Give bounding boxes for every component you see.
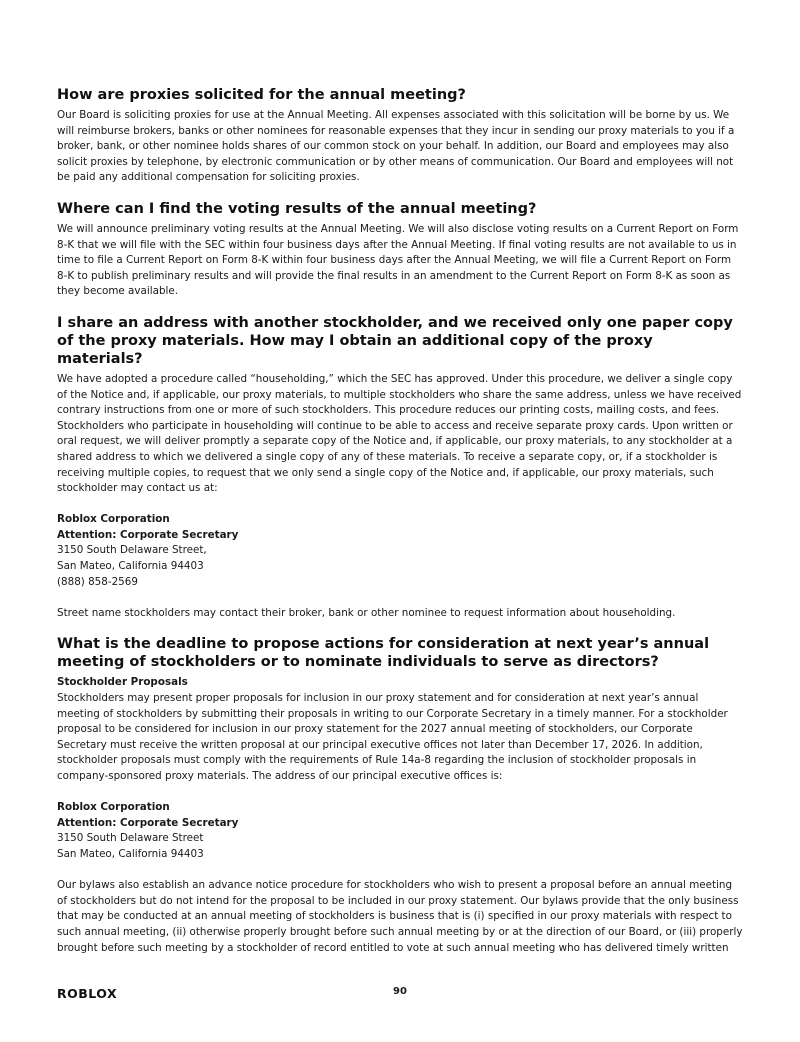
section-note: Street name stockholders may contact their broker, bank or other nominee to request information about householding. <box>57 606 676 619</box>
office-address <box>57 800 743 862</box>
address-attention: Attention: Corporate Secretary <box>57 528 239 541</box>
page-number: 90 <box>393 986 407 997</box>
section-stockholder-proposals <box>57 635 743 956</box>
section-proxy-solicitation <box>57 86 743 186</box>
address-attention: Attention: Corporate Secretary <box>57 816 239 829</box>
section-body: Stockholders may present proper proposals for inclusion in our proxy statement and for consideration at next year’s annual meeting of stockholders by submitting their proposals in writing to our Corporate Secretary in a timely manner. For a stockholder proposal to be considered for inclusion in our proxy statement for the 2027 annual meeting of stockholders, our Corporate Secretary must receive the written proposal at our principal executive offices not later than December 17, 2026. In addition, stockholder proposals must comply with the requirements of Rule 14a-8 regarding the inclusion of stockholder proposals in company-sponsored proxy materials. The address of our principal executive offices is: <box>57 692 728 782</box>
section-householding <box>57 314 743 622</box>
section-heading: I share an address with another stockholder, and we received only one paper copy of the proxy materials. How may I obtain an additional copy of the proxy materials? <box>57 314 733 367</box>
address-city: San Mateo, California 94403 <box>57 560 204 573</box>
address-company: Roblox Corporation <box>57 801 170 814</box>
section-body: We have adopted a procedure called “householding,” which the SEC has approved. Under this procedure, we deliver a single copy of the Notice and, if applicable, our proxy materials, to multiple stockholders who share the same address, unless we have received contrary instructions from one or more of such stockholders. This procedure reduces our printing costs, mailing costs, and fees. Stockholders who participate in householding will continue to be able to access and receive separate proxy cards. Upon written or oral request, we will deliver promptly a separate copy of the Notice and, if applicable, our proxy materials, to any stockholder at a shared address to which we delivered a single copy of any of these materials. To receive a separate copy, or, if a stockholder is receiving multiple copies, to request that we only send a single copy of the Notice and, if applicable, our proxy materials, such stockholder may contact us at: <box>57 372 742 495</box>
section-heading: How are proxies solicited for the annual meeting? <box>57 87 466 103</box>
section-heading: Where can I find the voting results of the annual meeting? <box>57 200 537 217</box>
address-company: Roblox Corporation <box>57 513 170 526</box>
svg-text:ROBLOX: ROBLOX <box>57 986 118 1000</box>
section-voting-results <box>57 200 743 300</box>
section-subheading: Stockholder Proposals <box>57 676 188 689</box>
section-body-continued: Our bylaws also establish an advance notice procedure for stockholders who wish to present a proposal before an annual meeting of stockholders but do not intend for the proposal to be included in our proxy statement. Our bylaws provide that the only business that may be conducted at an annual meeting of stockholders is business that is (i) specified in our proxy materials with respect to such annual meeting, (ii) otherwise properly brought before such annual meeting by or at the direction of our Board, or (iii) properly brought before such meeting by a stockholder of record entitled to vote at such annual meeting who has delivered timely written <box>57 879 743 954</box>
address-street: 3150 South Delaware Street <box>57 832 204 845</box>
address-street: 3150 South Delaware Street, <box>57 544 207 557</box>
document-page <box>57 86 743 970</box>
section-body: We will announce preliminary voting results at the Annual Meeting. We will also disclose voting results on a Current Report on Form 8-K that we will file with the SEC within four business days after the Annual Meeting. If final voting results are not available to us in time to file a Current Report on Form 8-K within four business days after the Annual Meeting, we will file a Current Report on Form 8-K to publish preliminary results and will provide the final results in an amendment to the Current Report on Form 8-K as soon as they become available. <box>57 222 739 298</box>
address-city: San Mateo, California 94403 <box>57 847 204 860</box>
contact-address <box>57 512 743 590</box>
address-phone: (888) 858-2569 <box>57 575 138 588</box>
section-body: Our Board is soliciting proxies for use at the Annual Meeting. All expenses associated with this solicitation will be borne by us. We will reimburse brokers, banks or other nominees for reasonable expenses that they incur in sending our proxy materials to you if a broker, bank, or other nominee holds shares of our common stock on your behalf. In addition, our Board and employees may also solicit proxies by telephone, by electronic communication or by other means of communication. Our Board and employees will not be paid any additional compensation for soliciting proxies. <box>57 109 735 184</box>
section-heading: What is the deadline to propose actions for consideration at next year’s annual meeting of stockholders or to nominate individuals to serve as directors? <box>57 636 710 671</box>
